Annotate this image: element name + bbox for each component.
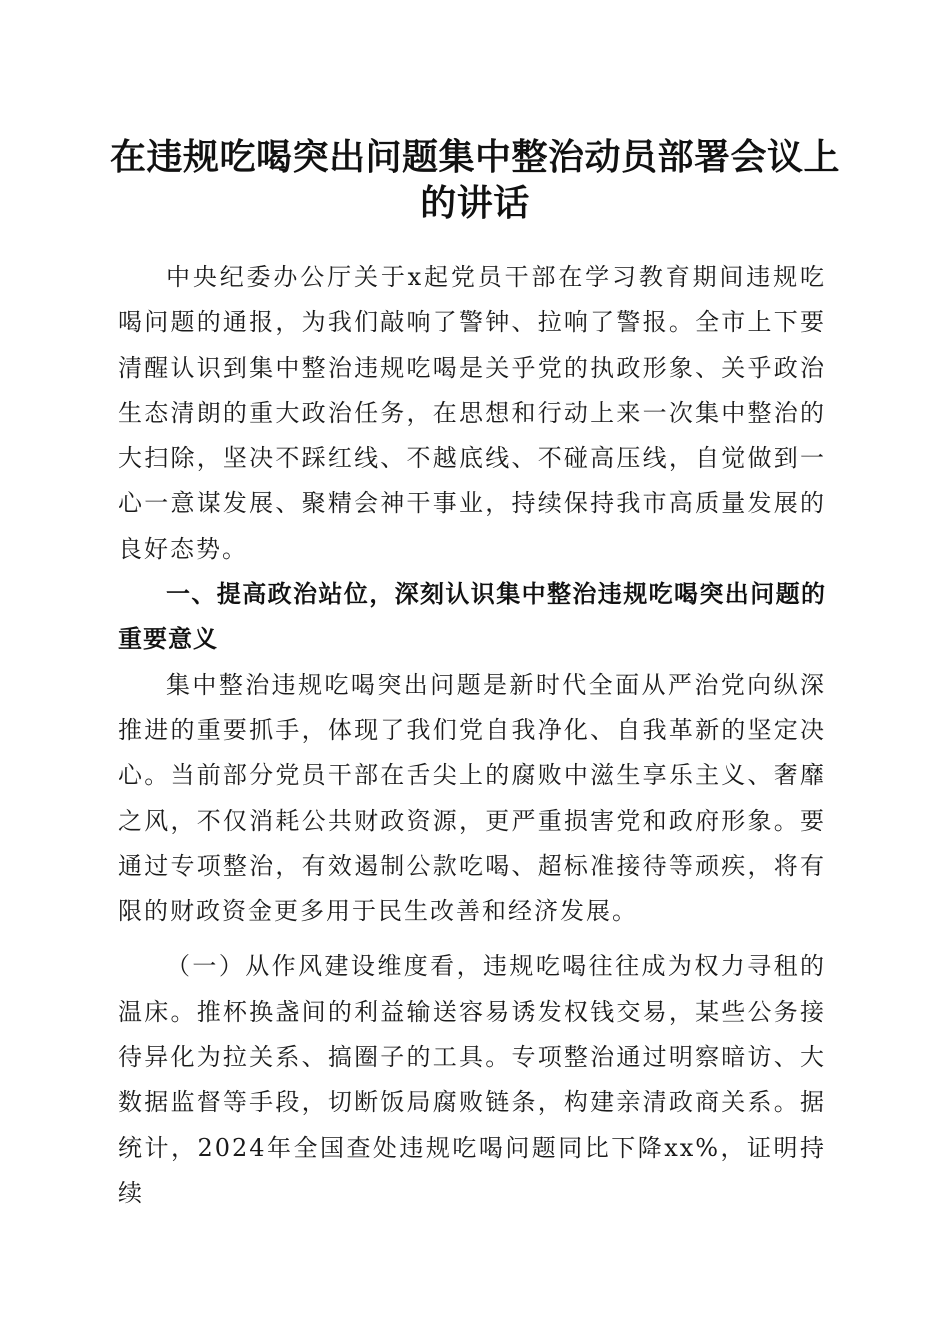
document-title: 在违规吃喝突出问题集中整治动员部署会议上的讲话 <box>110 136 841 224</box>
subsection-paragraph-1: （一）从作风建设维度看，违规吃喝往往成为权力寻租的温床。推杯换盏间的利益输送容易诱发权钱交易，某些公务接待异化为拉关系、搞圈子的工具。专项整治通过明察暗访、大数据监督等手段，切断饭局腐败链条，构建亲清政商关系。据统计，2024年全国查处违规吃喝问题同比下降xx%，证明持续 <box>118 952 826 1207</box>
document-body <box>118 255 826 1216</box>
section-heading-1: 一、提高政治站位，深刻认识集中整治违规吃喝突出问题的重要意义 <box>118 580 826 654</box>
intro-paragraph: 中央纪委办公厅关于x起党员干部在学习教育期间违规吃喝问题的通报，为我们敲响了警钟、拉响了警报。全市上下要清醒认识到集中整治违规吃喝是关乎党的执政形象、关乎政治生态清朗的重大政治任务，在思想和行动上来一次集中整治的大扫除，坚决不踩红线、不越底线、不碰高压线，自觉做到一心一意谋发展、聚精会神干事业，持续保持我市高质量发展的良好态势。 <box>118 263 826 563</box>
paragraph-spacer <box>118 934 826 944</box>
section-paragraph-1: 集中整治违规吃喝突出问题是新时代全面从严治党向纵深推进的重要抓手，体现了我们党自我净化、自我革新的坚定决心。当前部分党员干部在舌尖上的腐败中滋生享乐主义、奢靡之风，不仅消耗公共财政资源，更严重损害党和政府形象。要通过专项整治，有效遏制公款吃喝、超标准接待等顽疾，将有限的财政资金更多用于民生改善和经济发展。 <box>118 670 826 926</box>
